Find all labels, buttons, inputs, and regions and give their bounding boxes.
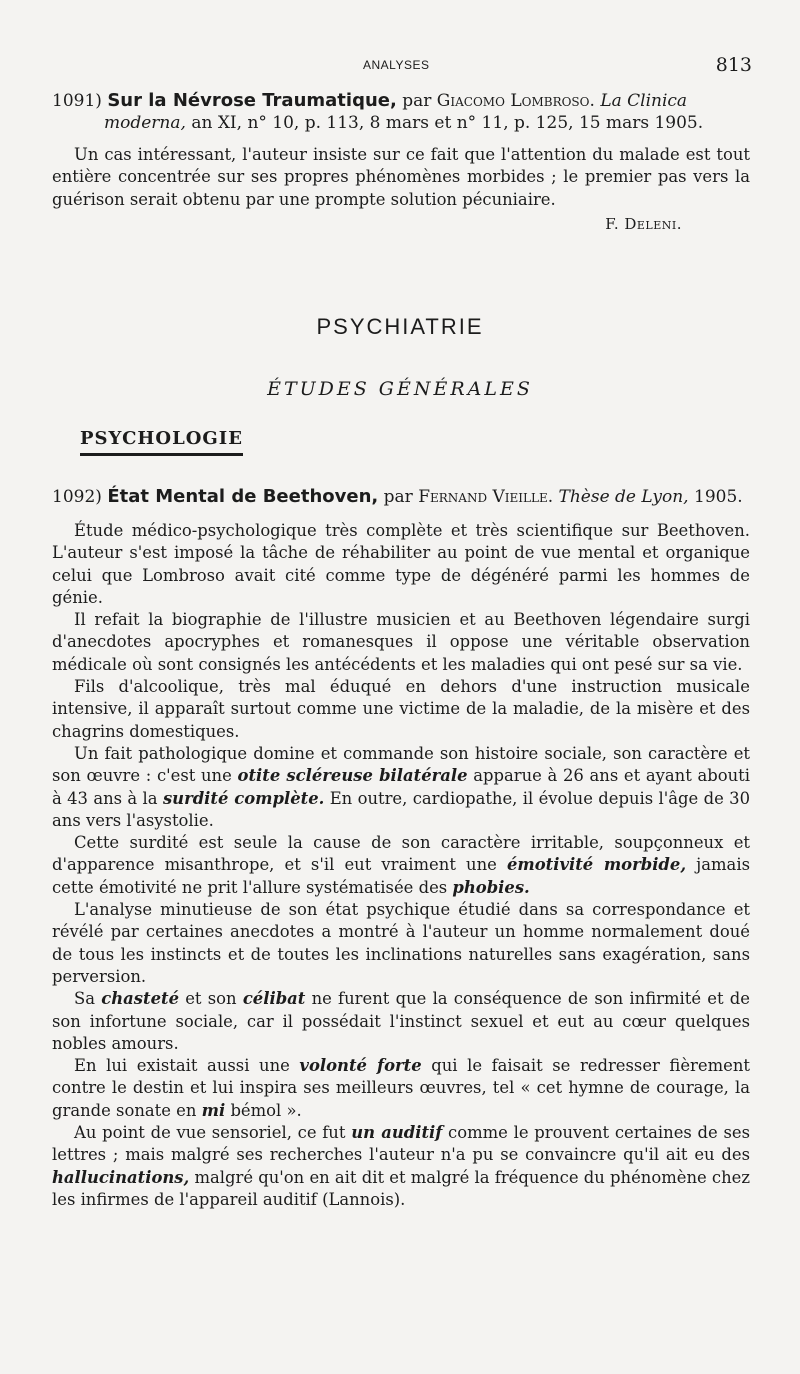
emphasis: émotivité morbide, [506, 855, 687, 875]
paragraph [52, 832, 750, 899]
emphasis: chasteté [101, 989, 179, 1009]
text-run: malgré qu'on en ait dit et malgré la fréquence du phénomène chez les infirmes de l'appareil auditif (Lannois). [52, 1167, 750, 1209]
emphasis: surdité complète. [162, 788, 325, 808]
running-title: ANALYSES [363, 58, 430, 72]
text-run: jamais cette émotivité ne prit l'allure systématisée des [52, 855, 750, 897]
entry-title: État Mental de Beethoven, [107, 486, 379, 507]
emphasis: un auditif [351, 1123, 443, 1143]
text-run: ne furent que la conséquence de son infirmité et de son infortune sociale, car il possédait l'instinct sexuel et eut au cœur quelques nobles amours. [52, 989, 750, 1053]
entry-1092-body [52, 520, 750, 1211]
entry-1091-heading [52, 90, 750, 134]
entry-thesis: Thèse de Lyon, [558, 487, 689, 507]
entry-signature: F. Deleni. [605, 214, 682, 233]
paragraph [52, 1122, 750, 1211]
text-run: et son [185, 989, 237, 1009]
entry-number: 1092) [52, 487, 102, 507]
text-run: Cette surdité est seule la cause de son caractère irritable, soupçonneux et d'apparence misanthrope, et s'il eut vraiment une [52, 833, 750, 875]
emphasis: célibat [242, 989, 306, 1009]
entry-1092 [52, 486, 750, 1211]
text-run: comme le prouvent certaines de ses lettres ; mais malgré ses recherches l'auteur n'a pu se convaincre qu'il ait eu des [52, 1123, 750, 1165]
text-run: Au point de vue sensoriel, ce fut [74, 1123, 346, 1143]
text-run: En lui existait aussi une [74, 1056, 290, 1076]
emphasis: phobies. [452, 877, 530, 897]
entry-by: par [383, 487, 413, 507]
entry-title: Sur la Névrose Traumatique, [107, 90, 397, 111]
entry-year: 1905. [694, 487, 743, 507]
text-run: apparue à 26 ans et ayant abouti à 43 ans à la [52, 766, 751, 808]
entry-1092-heading [52, 486, 750, 508]
text-run: En outre, cardiopathe, il évolue depuis l'âge de 30 ans vers l'asystolie. [52, 788, 750, 830]
text-run: qui le faisait se redresser fièrement contre le destin et lui inspira ses meilleurs œuvres, tel « cet hymne de courage, la grande sonate en [52, 1056, 750, 1120]
section-title: PSYCHIATRIE [316, 314, 484, 339]
entry-1091 [52, 90, 750, 233]
entry-details: an XI, n° 10, p. 113, 8 mars et n° 11, p. 125, 15 mars 1905. [191, 113, 704, 133]
text-run: Un fait pathologique domine et commande son histoire sociale, son caractère et son œuvre : c'est une [52, 743, 750, 786]
running-head [0, 56, 800, 76]
paragraph: L'analyse minutieuse de son état psychique étudié dans sa correspondance et révélé par certaines anecdotes a montré à l'auteur un homme normalement doué de tous les instincts et de toutes les inclinations naturelles sans exagération, sans perversion. [52, 900, 750, 986]
entry-author: Giacomo Lombroso. [436, 91, 595, 111]
entry-author: Fernand Vieille. [418, 487, 554, 507]
emphasis: hallucinations, [52, 1167, 190, 1187]
text-run: bémol ». [230, 1100, 302, 1120]
emphasis: mi [201, 1100, 226, 1120]
subsection-title: ÉTUDES GÉNÉRALES [267, 378, 533, 400]
entry-journal: La Clinica moderna, [104, 91, 688, 133]
paragraph: Il refait la biographie de l'illustre musicien et au Beethoven légendaire surgi d'anecdotes apocryphes et romanesques il oppose une véritable observation médicale où sont consignés les antécédents et les maladies qui ont pesé sur sa vie. [52, 610, 750, 674]
text-run: Sa [74, 989, 96, 1009]
paragraph [52, 988, 750, 1055]
entry-1091-body: Un cas intéressant, l'auteur insiste sur ce fait que l'attention du malade est tout entière concentrée sur ses propres phénomènes morbides ; le premier pas vers la guérison serait obtenu par une prompte solution pécuniaire. [52, 145, 750, 209]
entry-by: par [402, 91, 432, 111]
entry-number: 1091) [52, 91, 102, 111]
page-number: 813 [715, 54, 752, 76]
paragraph: Étude médico-psychologique très complète et très scientifique sur Beethoven. L'auteur s'est imposé la tâche de réhabiliter au point de vue mental et organique celui que Lombroso avait cité comme type de dégénéré parmi les hommes de génie. [52, 521, 750, 607]
paragraph [52, 743, 750, 832]
paragraph: Fils d'alcoolique, très mal éduqué en dehors d'une instruction musicale intensive, il apparaît surtout comme une victime de la maladie, de la misère et des chagrins domestiques. [52, 677, 750, 741]
paragraph [52, 1055, 750, 1122]
rubric-heading: PSYCHOLOGIE [80, 428, 243, 456]
emphasis: volonté forte [299, 1056, 422, 1076]
emphasis: otite scléreuse bilatérale [237, 766, 468, 786]
